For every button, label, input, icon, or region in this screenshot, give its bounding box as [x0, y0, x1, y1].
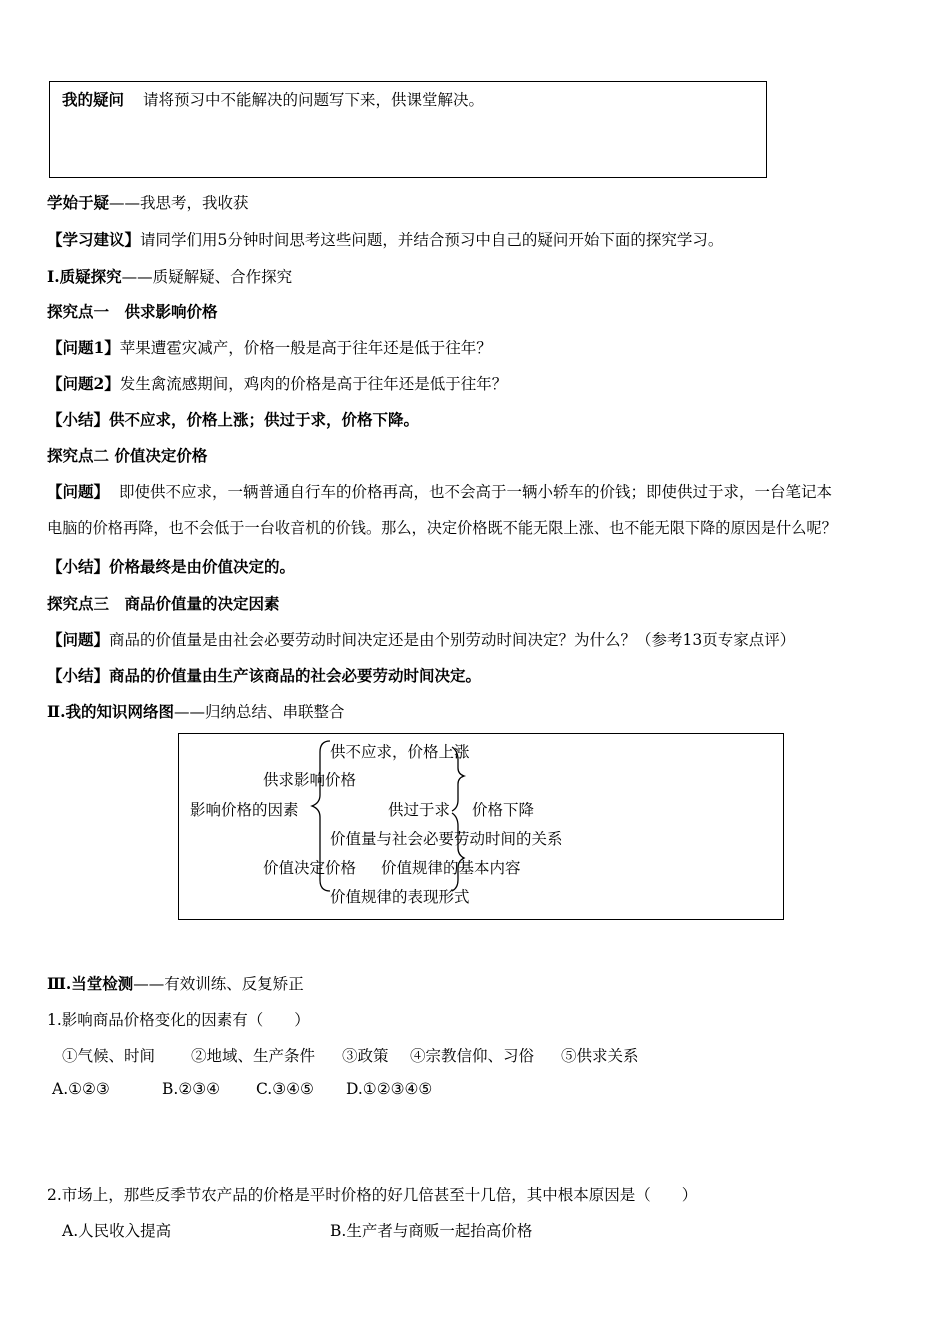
network-branch2: 价值决定价格: [263, 859, 357, 877]
network-b1-item1: 供不应求，价格上涨: [330, 743, 470, 761]
point3-title: 探究点三 商品价值量的决定因素: [47, 594, 280, 613]
point2-summary: 【小结】价格最终是由价值决定的。: [47, 557, 296, 576]
point1-q1-text: 苹果遭雹灾减产，价格一般是高于往年还是低于往年？: [119, 339, 492, 357]
q2-choice-a: A.人民收入提高: [62, 1222, 172, 1240]
point1-question2: [47, 372, 507, 394]
part2-title: [47, 700, 344, 722]
point1-summary: 【小结】供不应求，价格上涨；供过于求，价格下降。: [47, 410, 420, 429]
q1-choice-a: A.①②③: [52, 1080, 110, 1098]
part3-title: [47, 972, 304, 994]
q1-option-5: ⑤供求关系: [561, 1047, 639, 1065]
section-learn-title: [47, 191, 249, 213]
q2-choice-b: B.生产者与商贩一起抬高价格: [330, 1222, 533, 1240]
network-b2-item3: 价值规律的表现形式: [330, 888, 470, 906]
q1-stem: 1.影响商品价格变化的因素有（ ）: [47, 1011, 310, 1029]
q1-option-2: ②地域、生产条件: [191, 1047, 316, 1065]
network-b2-item1: 价值量与社会必要劳动时间的关系: [330, 830, 563, 848]
point1-q1-label: 【问题1】: [47, 338, 120, 357]
part3-title-bold: Ⅲ.当堂检测: [47, 974, 134, 993]
point3-q-text: 商品的价值量是由社会必要劳动时间决定还是由个别劳动时间决定？为什么？（参考13页专家点评）: [109, 631, 796, 649]
part3-title-rest: ——有效训练、反复矫正: [133, 975, 304, 993]
point3-q-label: 【问题】: [47, 630, 110, 649]
point1-q2-text: 发生禽流感期间，鸡肉的价格是高于往年还是低于往年？: [119, 375, 508, 393]
part2-title-bold: Ⅱ.我的知识网络图: [47, 702, 174, 721]
point2-q-line1: 即使供不应求，一辆普通自行车的价格再高，也不会高于一辆小轿车的价钱；即使供过于求，一台笔记本: [119, 483, 833, 501]
q1-option-3: ③政策: [342, 1047, 389, 1065]
point2-question-line2: 电脑的价格再降，也不会低于一台收音机的价钱。那么，决定价格既不能无限上涨、也不能无限下降的原因是什么呢？: [47, 519, 837, 537]
question-box-label: 我的疑问: [62, 90, 125, 109]
network-root: 影响价格的因素: [190, 801, 299, 819]
q1-option-1: ①气候、时间: [62, 1047, 156, 1065]
q1-choice-d: D.①②③④⑤: [346, 1080, 433, 1098]
section-learn-title-rest: ——我思考，我收获: [109, 194, 249, 212]
network-b1-item2-b: 价格下降: [472, 801, 535, 819]
part1-title-rest: ——质疑解疑、合作探究: [121, 268, 293, 286]
point2-title: 探究点二 价值决定价格: [47, 446, 208, 465]
part2-title-rest: ——归纳总结、串联整合: [173, 703, 345, 721]
q2-stem: 2.市场上，那些反季节农产品的价格是平时价格的好几倍甚至十几倍，其中根本原因是（ ）: [47, 1186, 698, 1204]
point2-q-label: 【问题】: [47, 482, 110, 501]
network-b1-item2-a: 供过于求: [388, 801, 451, 819]
point1-question1: [47, 336, 492, 358]
study-tip-label: 【学习建议】: [47, 230, 141, 249]
q1-option-4: ④宗教信仰、习俗: [410, 1047, 535, 1065]
part1-title-bold: Ⅰ.质疑探究: [47, 267, 122, 286]
point1-title: 探究点一 供求影响价格: [47, 302, 218, 321]
study-tip-text: 请同学们用5分钟时间思考这些问题，并结合预习中自己的疑问开始下面的探究学习。: [140, 231, 724, 249]
point1-q2-label: 【问题2】: [47, 374, 120, 393]
network-branch1: 供求影响价格: [263, 771, 357, 789]
q1-choice-c: C.③④⑤: [256, 1080, 314, 1098]
question-box-text: 请将预习中不能解决的问题写下来，供课堂解决。: [143, 91, 485, 109]
q1-choice-b: B.②③④: [162, 1080, 221, 1098]
study-tip: [47, 228, 723, 250]
point3-question: [47, 628, 795, 650]
network-b2-item2: 价值规律的基本内容: [381, 859, 521, 877]
part1-title: [47, 265, 292, 287]
point3-summary: 【小结】商品的价值量由生产该商品的社会必要劳动时间决定。: [47, 666, 482, 685]
point2-question-line1: [47, 480, 832, 502]
section-learn-title-bold: 学始于疑: [47, 193, 110, 212]
